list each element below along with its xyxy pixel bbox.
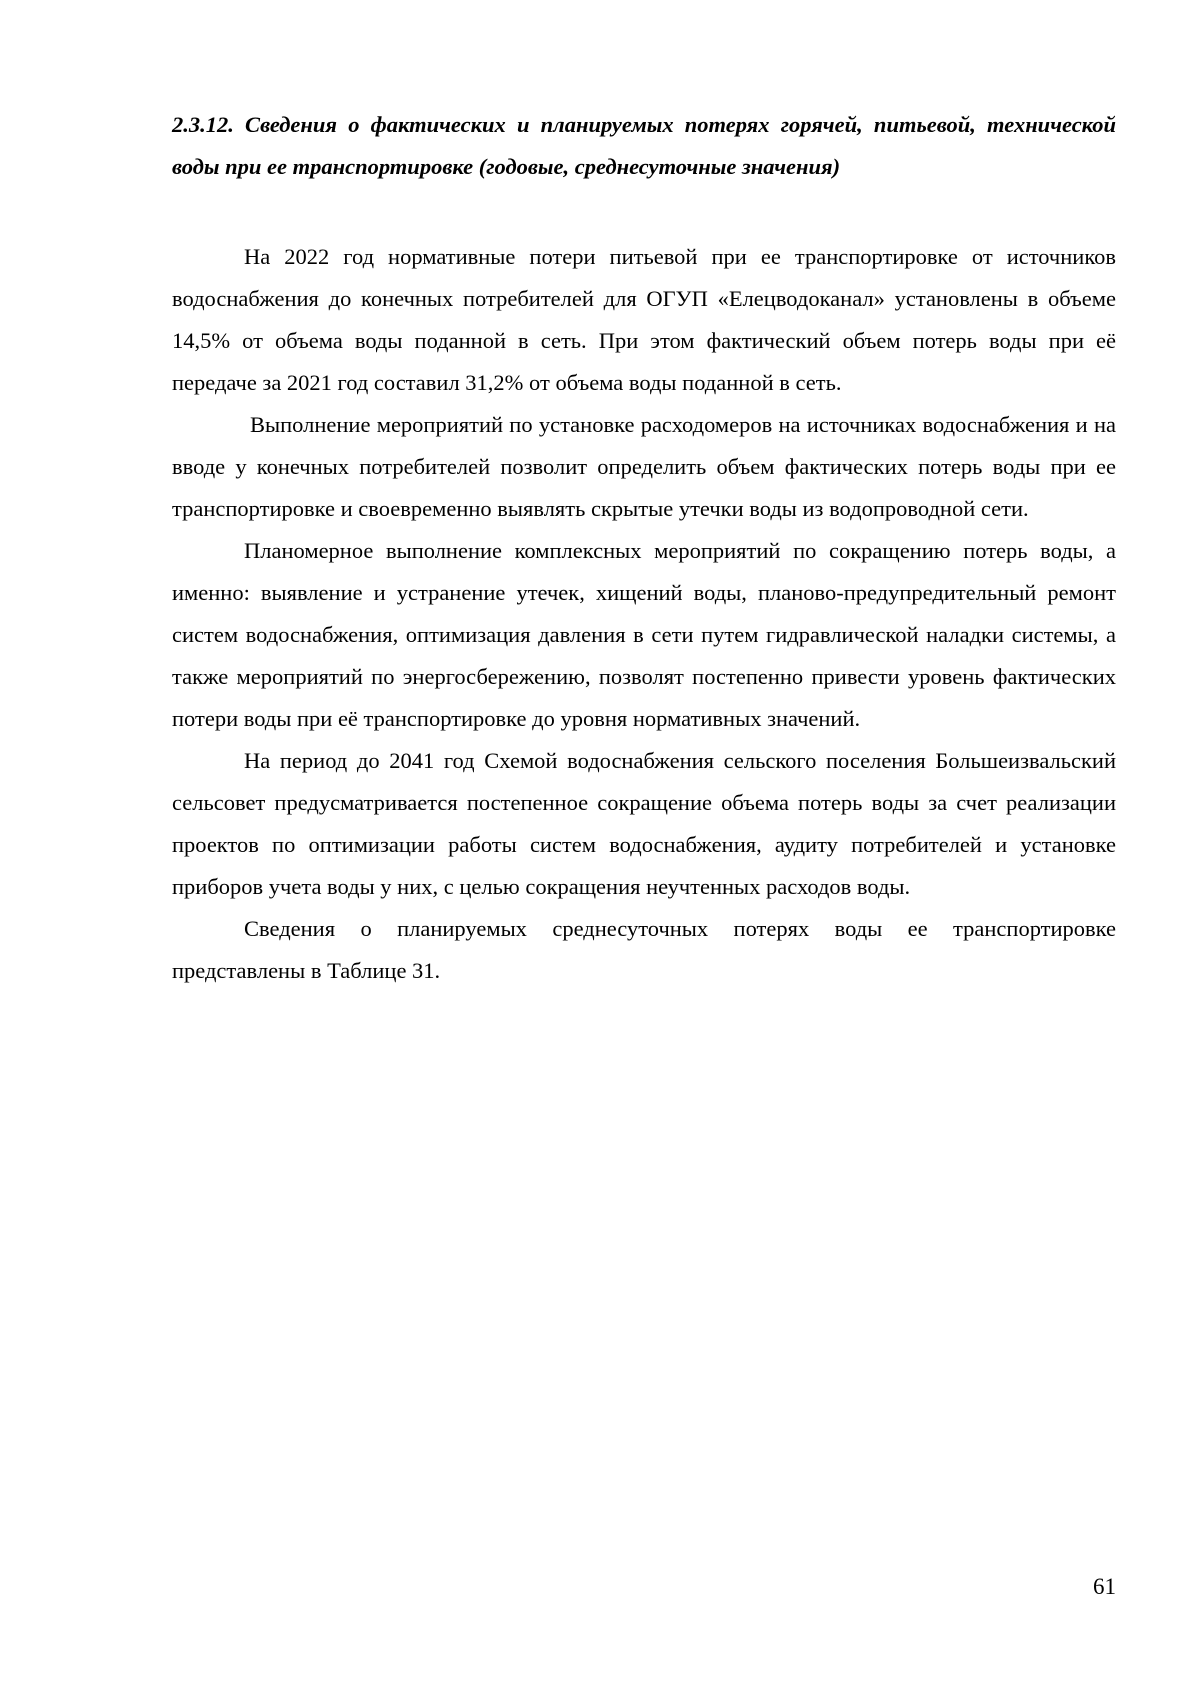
paragraph-planned-measures: Планомерное выполнение комплексных мероприятий по сокращению потерь воды, а именно: выявление и устранение утечек, хищений воды, планово-предупредительный ремонт систем водоснабжения, оптимизация давления в сети путем гидравлической наладки системы, а также мероприятий по энергосбережению, позволят постепенно привести уровень фактических потери воды при её транспортировке до уровня нормативных значений. — [172, 538, 1116, 731]
paragraph-normative-losses: На 2022 год нормативные потери питьевой при ее транспортировке от источников водоснабжения до конечных потребителей для ОГУП «Елецводоканал» установлены в объеме 14,5% от объема воды поданной в сеть. При этом фактический объем потерь воды при её передаче за 2021 год составил 31,2% от объема воды поданной в сеть. — [172, 244, 1116, 395]
paragraph-period-2041: На период до 2041 год Схемой водоснабжения сельского поселения Большеизвальский сельсовет предусматривается постепенное сокращение объема потерь воды за счет реализации проектов по оптимизации работы систем водоснабжения, аудиту потребителей и установке приборов учета воды у них, с целью сокращения неучтенных расходов воды. — [172, 748, 1116, 899]
page-number: 61 — [1093, 1574, 1116, 1599]
paragraph-flowmeters: Выполнение мероприятий по установке расходомеров на источниках водоснабжения и на вводе у конечных потребителей позволит определить объем фактических потерь воды при ее транспортировке и своевременно выявлять скрытые утечки воды из водопроводной сети. — [172, 412, 1116, 521]
section-heading: 2.3.12. Сведения о фактических и планируемых потерях горячей, питьевой, технической воды при ее транспортировке (годовые, среднесуточные значения) — [172, 112, 1116, 179]
paragraph-table-reference: Сведения о планируемых среднесуточных потерях воды ее транспортировке представлены в Таблице 31. — [172, 916, 1116, 983]
body-text — [172, 236, 1116, 992]
